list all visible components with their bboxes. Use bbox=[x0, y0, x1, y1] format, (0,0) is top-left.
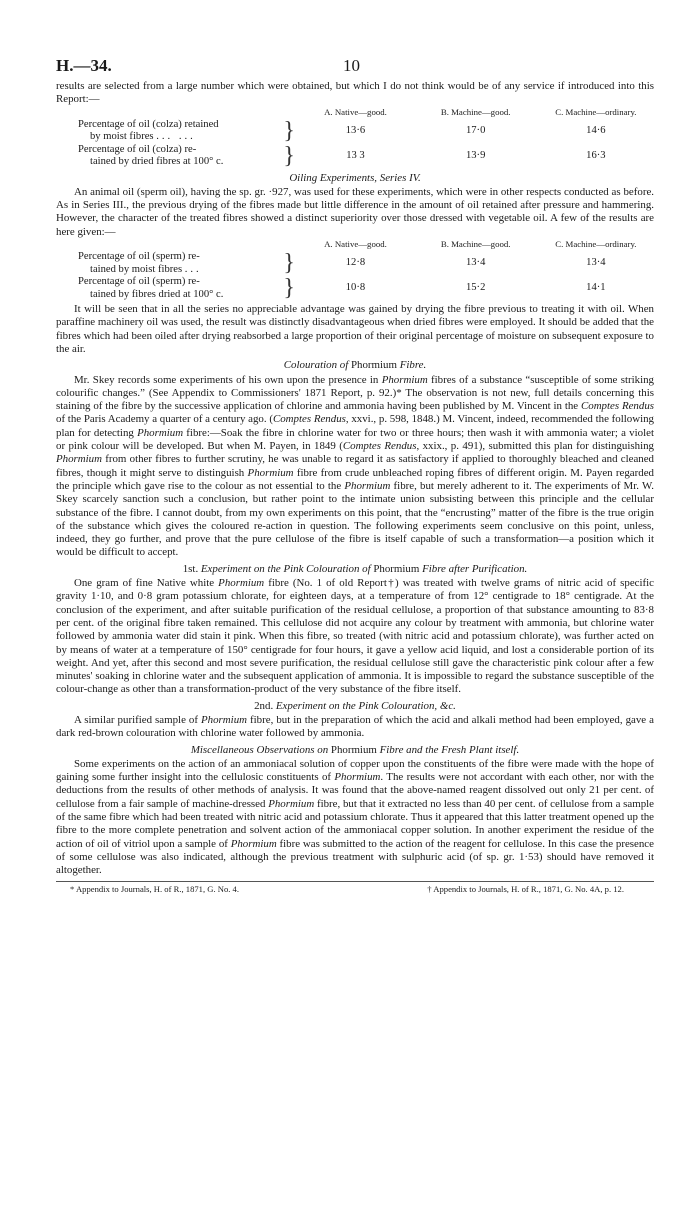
section-heading-oiling: Oiling Experiments, Series IV. bbox=[289, 171, 421, 184]
experiment-1-paragraph: One gram of fine Native white Phormium fibre (No. 1 of old Report†) was treated with twelve grams of nitric acid of specific gravity 1·10, and 0·8 gram potassium chlorate, for eighteen days, at a temperature of from 12° centigrade to 18° centigrade. At the conclusion of the experiment, and after suitable purification of the residual cellulose, a proportion of that substance amounting to 83·8 per cent. of the original fibre taken remained. This cellulose did not acquire any colour by treatment with ammonia, but chlorine water followed by ammonia water did stain it pink. When this fibre, so treated (with nitric acid and potassium chlorate), was further acted on by means of water at a temperature of 150° centigrade for four hours, it gave a yellow acid liquid, and lost a considerable portion of its weight. And yet, after this second and most severe purification, the residual cellulose still gave the characteristic pink colour after a few minutes' soaking in chlorine water and the subsequent application of ammonia. It is impossible to regard the substance susceptible of the colour-change as other than a transformation-product of the very substance of the fibre itself. bbox=[56, 577, 655, 696]
heading-part: of bbox=[339, 359, 349, 372]
heading-part: Experiment on the Pink Colouration of bbox=[200, 562, 371, 575]
miscellaneous-paragraph: Some experiments on the action of an ammoniacal solution of copper upon the constituents of the fibre were made with the hope of gaining some further insight into the cellulosic constituents of Phormium. The results were not accordant with each other, nor with the deductions from the results of other methods of analysis. It was found that the above-named reagent dissolved out only 21 per cent. of cellulose from a fair sample of machine-dressed Phormium fibre, but that it extracted no less than 40 per cent. of cellulose from a sample of the same fibre which had been treated with nitric acid and potassium chlorate. Thus it appeared that this latter treatment opened up the fibre to the more complete penetration and solvent action of the ammoniacal copper solution. In another experiment the residue of the action of oil of vitriol upon a sample of Phormium fibre was submitted to the action of the reagent for cellulose. In this case the presence of some cellulose was also indicated, although the previous treatment with sulphuric acid (of sp. gr. 1·53) should have removed it altogether. bbox=[56, 757, 654, 877]
row-label: Percentage of oil (colza) re- bbox=[78, 143, 197, 155]
document-reference: H.—34. bbox=[56, 56, 112, 75]
experiment-2-paragraph: A similar purified sample of Phormium fibre, but in the preparation of which the acid and alkali method had been employed, gave a dark red-brown colouration with chlorine water followed by ammonia. bbox=[56, 713, 654, 740]
page-header bbox=[56, 56, 654, 80]
heading-part: 2nd. bbox=[254, 699, 274, 712]
table-cell: 13 3 bbox=[346, 149, 365, 161]
heading-part: 1st. bbox=[182, 562, 199, 575]
column-header: A. Native—good. bbox=[324, 106, 387, 117]
leader-dots: ... bbox=[184, 263, 202, 275]
row-label: tained by moist fibres bbox=[90, 263, 183, 275]
heading-part: Experiment on the Pink Colouration, &c. bbox=[275, 699, 456, 712]
table-cell: 12·8 bbox=[345, 257, 366, 269]
heading-part: Fibre and the Fresh Plant itself. bbox=[379, 743, 520, 756]
column-header: B. Machine—good. bbox=[440, 106, 511, 117]
brace-symbol: } bbox=[283, 142, 295, 169]
table-cell: 14·6 bbox=[586, 124, 606, 136]
table-cell: 13·4 bbox=[586, 257, 606, 269]
brace-symbol: } bbox=[283, 117, 295, 144]
brace-symbol: } bbox=[283, 275, 295, 302]
footnote-dagger: † Appendix to Journals, H. of R., 1871, G. No. 4A, p. 12. bbox=[427, 883, 624, 894]
row-label: Percentage of oil (sperm) re- bbox=[78, 276, 200, 288]
table-cell: 16·3 bbox=[586, 149, 606, 161]
brace-symbol: } bbox=[283, 250, 295, 277]
heading-part: Phormium bbox=[373, 562, 420, 575]
table-cell: 15·2 bbox=[465, 282, 486, 294]
table-cell: 14·1 bbox=[586, 282, 606, 294]
heading-part: Colouration bbox=[283, 359, 338, 372]
row-label: tained by fibres dried at 100° c. bbox=[90, 288, 224, 300]
table-row bbox=[78, 144, 656, 169]
heading-part: Miscellaneous Observations on bbox=[190, 743, 329, 756]
section-heading-colouration bbox=[56, 359, 654, 372]
column-header: A. Native—good. bbox=[324, 239, 387, 250]
column-header: C. Machine—ordinary. bbox=[555, 239, 637, 250]
column-header: B. Machine—good. bbox=[440, 239, 511, 250]
heading-part: Phormium bbox=[350, 359, 397, 372]
row-label: Percentage of oil (sperm) re- bbox=[78, 251, 200, 263]
page-number: 10 bbox=[343, 56, 360, 75]
section-heading-miscellaneous bbox=[56, 744, 654, 757]
footnotes bbox=[56, 881, 654, 894]
footnote-star: * Appendix to Journals, H. of R., 1871, G. No. 4. bbox=[70, 883, 240, 894]
row-label: by moist fibres bbox=[90, 131, 154, 143]
table-header-row bbox=[78, 107, 656, 119]
colza-oil-table bbox=[78, 107, 656, 169]
oiling-paragraph: An animal oil (sperm oil), having the sp. gr. ·927, was used for these experiments, which were in other respects conducted as before. As in Series III., the previous drying of the fibres made but little difference in the amount of oil retained after pressure and hammering. However, the character of the treated fibres showed a distinct superiority over those dressed with vegetable oil. A few of the results are here given:— bbox=[56, 185, 654, 238]
heading-part: Fibre after Purification. bbox=[422, 562, 528, 575]
series-summary-paragraph: It will be seen that in all the series no appreciable advantage was gained by drying the fibre previous to treating it with oil. When paraffine machinery oil was used, the result was distinctly disadvantageous when dried fibres were employed. It should be added that the fibres which had been oiled after drying reabsorbed a large proportion of their original percentage of moisture on subsequent exposure to the air. bbox=[56, 303, 654, 355]
column-header: C. Machine—ordinary. bbox=[555, 106, 637, 117]
table-row bbox=[78, 251, 656, 276]
heading-part: Fibre. bbox=[399, 359, 427, 372]
section-heading-experiment-2 bbox=[56, 700, 654, 713]
row-label: tained by dried fibres at 100° c. bbox=[90, 156, 224, 168]
intro-paragraph: results are selected from a large number which were obtained, but which I do not think would be of any service if introduced into this Report:— bbox=[56, 80, 654, 106]
table-cell: 13·4 bbox=[465, 257, 486, 269]
table-cell: 17·0 bbox=[465, 124, 486, 136]
table-cell: 13·9 bbox=[465, 149, 486, 161]
section-heading-experiment-1 bbox=[56, 563, 654, 576]
table-cell: 10·8 bbox=[345, 282, 366, 294]
table-row bbox=[78, 119, 656, 144]
table-cell: 13·6 bbox=[345, 124, 366, 136]
table-header-row bbox=[78, 239, 656, 251]
table-row bbox=[78, 276, 656, 301]
heading-part: Phormium bbox=[330, 743, 377, 756]
document-page bbox=[56, 56, 654, 894]
skey-paragraph: Mr. Skey records some experiments of his own upon the presence in Phormium fibres of a substance “susceptible of some striking colourific changes.” (See Appendix to Commissioners' 1871 Report, p. 92.)* The observation is not new, full details concerning this staining of the fibre by the successive application of chlorine and ammonia having been published by M. Vincent in the Comptes Rendus of the Paris Academy a quarter of a century ago. (Comptes Rendus, xxvi., p. 598, 1848.) M. Vincent, indeed, recommended the following plan for detecting Phormium fibre:—Soak the fibre in chlorine water for two or three hours; then wash it with ammonia water; a violet or pink colour will be developed. But when M. Payen, in 1849 (Comptes Rendus, xxix., p. 491), submitted this plan for distinguishing Phormium from other fibres to further scrutiny, he was unable to regard it as satisfactory if applied to thoroughly bleached and cleaned fibres, though it might serve to distinguish Phormium fibre from crude unbleached roping fibres of different origin. M. Payen regarded the principle which gave rise to the colour as not essential to the Phormium fibre, but merely adherent to it. The experiments of Mr. W. Skey scarcely sanction such a conclusion, but rather point to the intimate union subsisting between this principle and the cellular substance of the fibre. I cannot doubt, from my own experiments on this point, that the “encrusting” matter of the fibre is the true origin of the substance which gives the coloured re-action in question. The following experiments seem conclusive on this point, unless, indeed, they go further, and prove that the pure cellulose of the fibre is itself capable of such a transformation—a position which it would be difficult to accept. bbox=[56, 373, 654, 559]
sperm-oil-table bbox=[78, 239, 656, 301]
row-label: Percentage of oil (colza) retained bbox=[78, 118, 219, 130]
leader-dots: ... ... bbox=[156, 131, 196, 143]
